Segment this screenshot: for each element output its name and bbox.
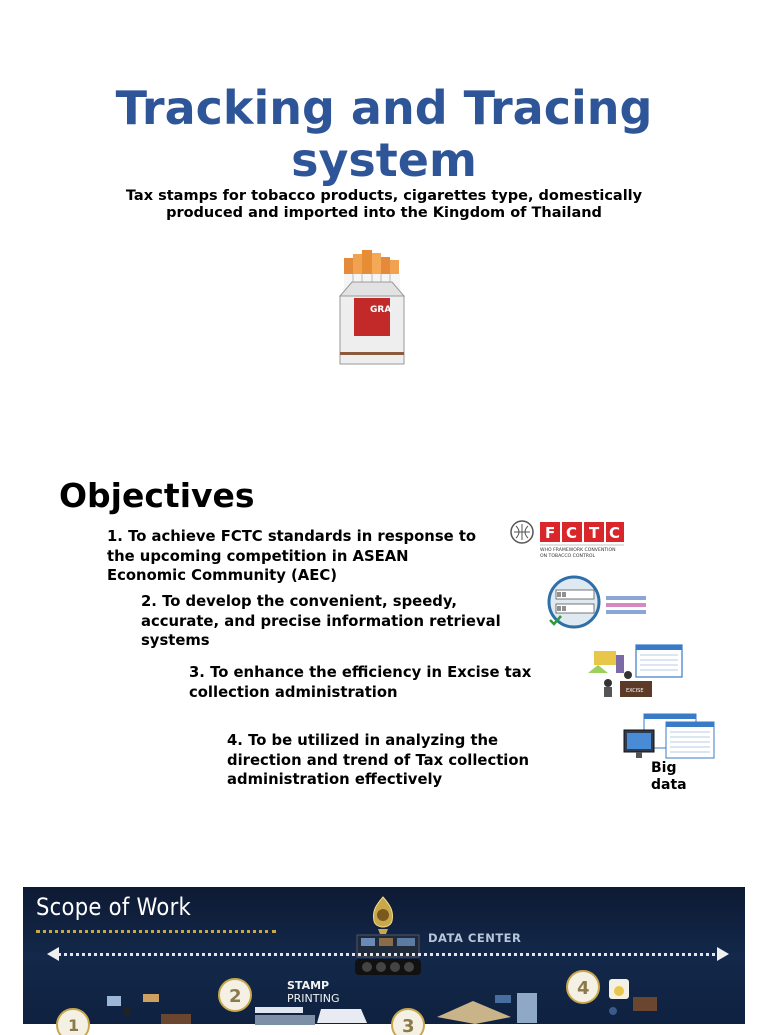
step-subtitle: PRINTING <box>287 992 340 1005</box>
step4-retail-icon <box>603 977 663 1024</box>
objective-item: 4. To be utilized in analyzing the direction and trend of Tax collection administration effectively <box>227 732 530 788</box>
cigarette-pack-icon <box>338 248 406 366</box>
stamp-printing-machine-icon <box>251 1005 371 1025</box>
step1-office-icon <box>103 992 193 1024</box>
svg-text:WHO FRAMEWORK CONVENTION: WHO FRAMEWORK CONVENTION <box>540 548 616 553</box>
data-flow-line <box>51 953 723 956</box>
distribution-warehouse-icon <box>433 987 543 1024</box>
step-marker <box>388 1005 428 1035</box>
step-number: 3 <box>402 1016 415 1035</box>
step-number: 4 <box>577 978 590 999</box>
pack-brand-text: GRA <box>370 305 392 315</box>
svg-text:FCTC: F C T C <box>545 524 621 542</box>
data-center-servers-icon <box>353 933 423 979</box>
step-marker <box>563 967 603 1007</box>
objective-item: 3. To enhance the efficiency in Excise tax collection administration <box>189 664 532 701</box>
page-title: Tracking and Tracing system <box>115 81 653 187</box>
step-number: 2 <box>229 986 242 1007</box>
step-marker <box>53 1005 93 1035</box>
objective-item: 1. To achieve FCTC standards in response to the upcoming competition in ASEAN Economic Community (AEC) <box>107 528 477 584</box>
objective-item: 2. To develop the convenient, speedy, accurate, and precise information retrieval systems <box>141 593 501 649</box>
svg-text:ON TOBACCO CONTROL: ON TOBACCO CONTROL <box>540 554 596 559</box>
scope-title: Scope of Work <box>36 893 192 921</box>
title-underline <box>36 930 276 933</box>
big-data-dashboard-icon <box>622 712 716 762</box>
excise-emblem-icon <box>368 895 398 935</box>
step-title: STAMP <box>287 979 330 992</box>
fctc-logo <box>508 518 626 562</box>
arrow-right-icon <box>717 947 729 961</box>
data-center-label: DATA CENTER <box>428 931 522 945</box>
objectives-heading: Objectives <box>59 476 255 515</box>
step-number: 1 <box>68 1016 80 1035</box>
page-subtitle: Tax stamps for tobacco products, cigarettes type, domestically produced and imported into the Kingdom of Thailand <box>125 188 643 221</box>
barcode-scanner-icon <box>546 574 650 630</box>
big-data-label: Big data <box>651 760 687 793</box>
scope-of-work-banner <box>23 887 745 1035</box>
stamp-printing-label <box>287 979 339 1005</box>
svg-text:EXCISE: EXCISE <box>626 688 644 694</box>
step-marker <box>215 975 255 1015</box>
arrow-left-icon <box>47 947 59 961</box>
excise-office-icon <box>586 643 686 698</box>
